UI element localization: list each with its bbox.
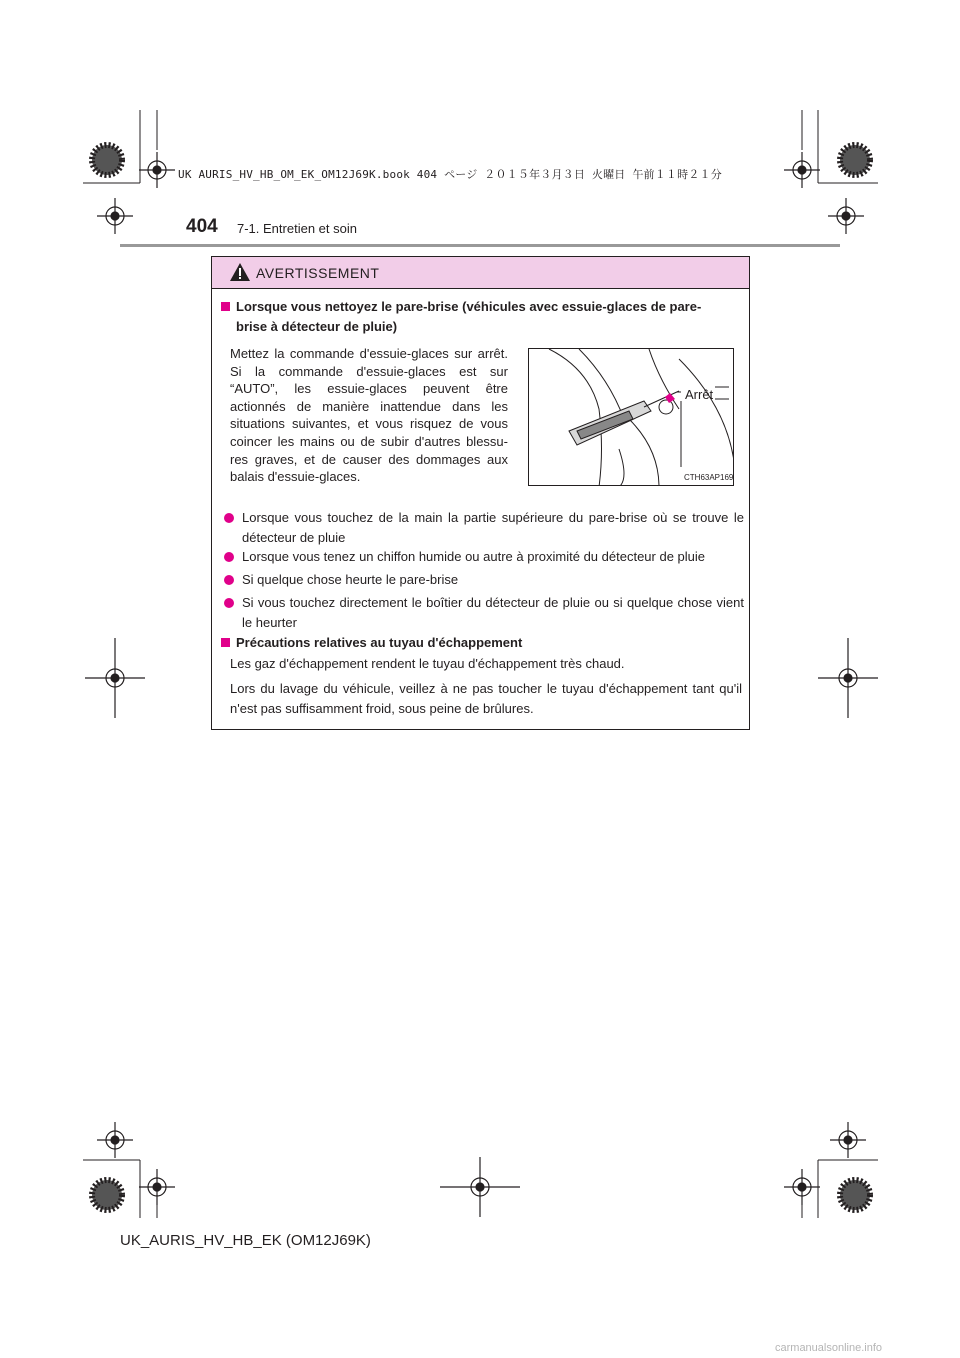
footer-manual-code: UK_AURIS_HV_HB_EK (OM12J69K) bbox=[120, 1232, 371, 1249]
section2-paragraph-2: Lors du lavage du véhicule, veillez à ne pas toucher le tuyau d'échappement tant qu'il n'est pas suffisamment froid, sous peine de brûlures. bbox=[230, 681, 742, 716]
section2-heading-text: Précautions relatives au tuyau d'échappement bbox=[236, 635, 523, 650]
section1-paragraph: Mettez la commande d'essuie-glaces sur arrêt. Si la commande d'essuie-glaces est sur “AUTO”, les essuie-glaces peuvent être actionnés de manière inattendue dans les situations suivantes, et vous risquez de vous coincer les mains ou de subir d'autres blessu- res graves, et de causer des dommages aux balais d'essuie-glaces. bbox=[230, 346, 508, 485]
wiper-lever-illustration bbox=[529, 349, 734, 486]
bullet-item bbox=[224, 593, 744, 633]
section2-paragraph-1: Les gaz d'échappement rendent le tuyau d'échappement très chaud. bbox=[230, 656, 625, 671]
figure-label-stop: Arrêt bbox=[685, 387, 714, 402]
round-bullet-icon bbox=[224, 575, 234, 585]
bullet-text: Si vous touchez directement le boîtier du détecteur de pluie ou si quelque chose vient le heurter bbox=[242, 595, 744, 630]
warning-triangle-icon bbox=[229, 262, 251, 282]
watermark: carmanualsonline.info bbox=[775, 1342, 883, 1354]
section1-heading-line2: brise à détecteur de pluie) bbox=[236, 319, 398, 334]
print-info-line: UK AURIS_HV_HB_OM_EK_OM12J69K.book 404 ページ ２０１５年３月３日 火曜日 午前１１時２１分 bbox=[178, 168, 722, 181]
bullet-text: Si quelque chose heurte le pare-brise bbox=[242, 572, 459, 587]
round-bullet-icon bbox=[224, 552, 234, 562]
figure-code: CTH63AP169 bbox=[684, 473, 734, 482]
bullet-text: Lorsque vous touchez de la main la partie supérieure du pare-brise où se trouve le détecteur de pluie bbox=[242, 510, 744, 545]
section-title: 7-1. Entretien et soin bbox=[237, 221, 357, 236]
bullet-text: Lorsque vous tenez un chiffon humide ou autre à proximité du détecteur de pluie bbox=[242, 549, 706, 564]
section2-heading bbox=[221, 633, 522, 653]
page-number: 404 bbox=[186, 216, 218, 237]
warning-box bbox=[211, 256, 750, 730]
wiper-switch-figure bbox=[528, 348, 734, 486]
round-bullet-icon bbox=[224, 598, 234, 608]
bullet-item bbox=[224, 547, 744, 567]
bullet-item bbox=[224, 570, 744, 590]
section1-heading bbox=[221, 297, 743, 337]
warning-title: AVERTISSEMENT bbox=[256, 265, 380, 281]
round-bullet-icon bbox=[224, 513, 234, 523]
header-rule bbox=[120, 244, 840, 247]
square-bullet-icon bbox=[221, 302, 230, 311]
bullet-item bbox=[224, 508, 744, 548]
warning-header bbox=[212, 257, 749, 289]
square-bullet-icon bbox=[221, 638, 230, 647]
section1-heading-line1: Lorsque vous nettoyez le pare-brise (véhicules avec essuie-glaces de pare- bbox=[236, 299, 702, 314]
